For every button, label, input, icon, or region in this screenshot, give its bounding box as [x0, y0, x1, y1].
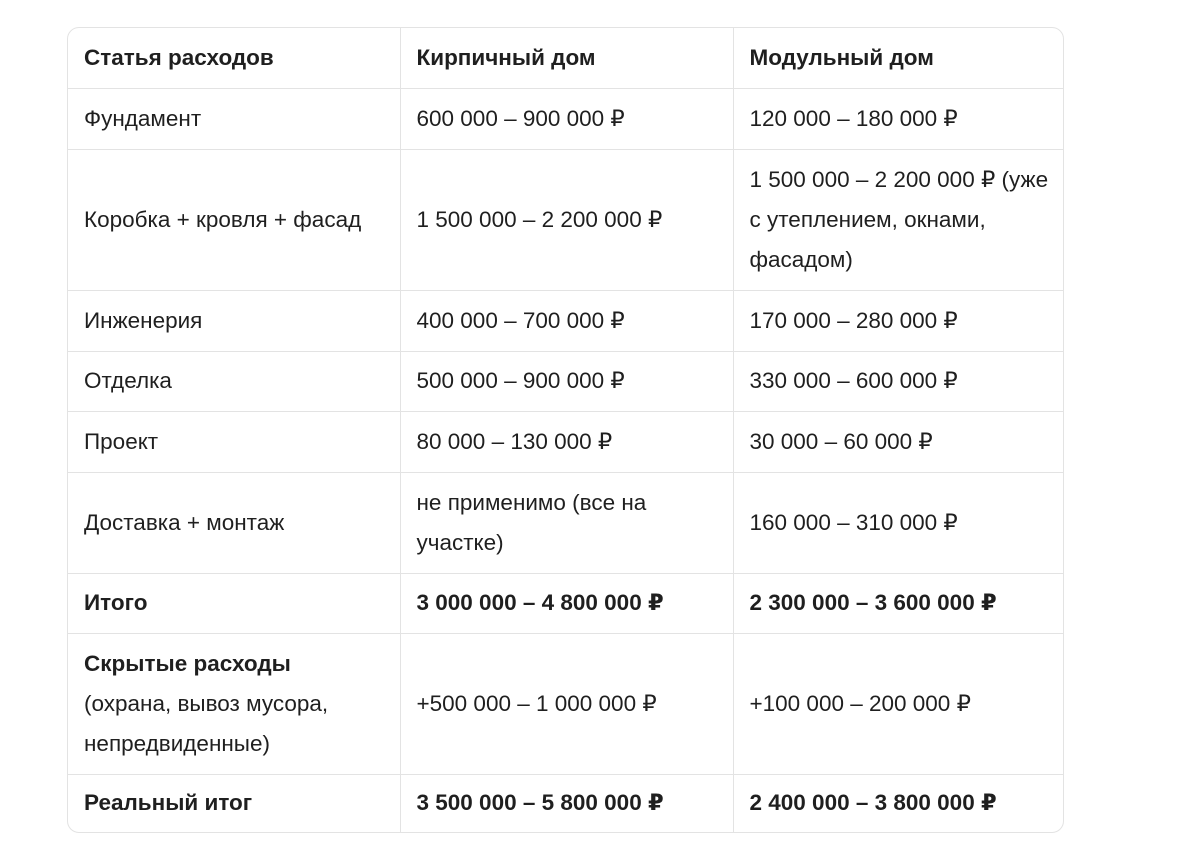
- cell-modular: 160 000 – 310 000 ₽: [733, 472, 1064, 573]
- header-brick-house: Кирпичный дом: [400, 28, 733, 88]
- table-row: [68, 411, 1064, 472]
- cell-item: Проект: [68, 411, 400, 472]
- table-row: [68, 88, 1064, 149]
- cell-brick: 3 000 000 – 4 800 000 ₽: [400, 573, 733, 633]
- cell-modular: 30 000 – 60 000 ₽: [733, 411, 1064, 472]
- cell-modular: +100 000 – 200 000 ₽: [733, 633, 1064, 774]
- header-cost-item: Статья расходов: [68, 28, 400, 88]
- cell-item: Коробка + кровля + фасад: [68, 149, 400, 290]
- cell-modular: 2 300 000 – 3 600 000 ₽: [733, 573, 1064, 633]
- table-row: [68, 633, 1064, 774]
- cell-item: Реальный итог: [68, 774, 400, 832]
- cell-modular: 2 400 000 – 3 800 000 ₽: [749, 790, 997, 816]
- cell-brick: не применимо (все на участке): [400, 472, 733, 573]
- cell-item: [68, 633, 400, 774]
- table-row: [68, 149, 1064, 290]
- cell-item-note: (охрана, вывоз мусора, непредвиденные): [84, 690, 329, 756]
- cell-item: Фундамент: [68, 88, 400, 149]
- table-header-row: [68, 28, 1064, 88]
- cell-modular: 120 000 – 180 000 ₽: [733, 88, 1064, 149]
- cell-brick: 80 000 – 130 000 ₽: [400, 411, 733, 472]
- cell-brick: 600 000 – 900 000 ₽: [400, 88, 733, 149]
- cell-item: Доставка + монтаж: [68, 472, 400, 573]
- header-modular-house: Модульный дом: [733, 28, 1064, 88]
- table-row-total: [68, 573, 1064, 633]
- cell-brick: 400 000 – 700 000 ₽: [400, 290, 733, 351]
- table-row: [68, 290, 1064, 351]
- cell-brick: 500 000 – 900 000 ₽: [400, 351, 733, 411]
- cell-brick: 1 500 000 – 2 200 000 ₽: [400, 149, 733, 290]
- cell-modular: 170 000 – 280 000 ₽: [733, 290, 1064, 351]
- cell-item-title: Скрытые расходы: [84, 650, 291, 676]
- table-row: [68, 472, 1064, 573]
- cell-modular: 330 000 – 600 000 ₽: [733, 351, 1064, 411]
- cell-modular: 1 500 000 – 2 200 000 ₽ (уже с утеплением, окнами, фасадом): [733, 149, 1064, 290]
- cell-item: Итого: [68, 573, 400, 633]
- cell-brick: +500 000 – 1 000 000 ₽: [400, 633, 733, 774]
- cell-item: Отделка: [68, 351, 400, 411]
- cell-brick: 3 500 000 – 5 800 000 ₽: [400, 774, 733, 832]
- table: [68, 28, 1064, 832]
- cost-comparison-table: [67, 27, 1064, 833]
- cell-item: Инженерия: [68, 290, 400, 351]
- table-row: [68, 351, 1064, 411]
- table-row-real-total: [68, 774, 1064, 832]
